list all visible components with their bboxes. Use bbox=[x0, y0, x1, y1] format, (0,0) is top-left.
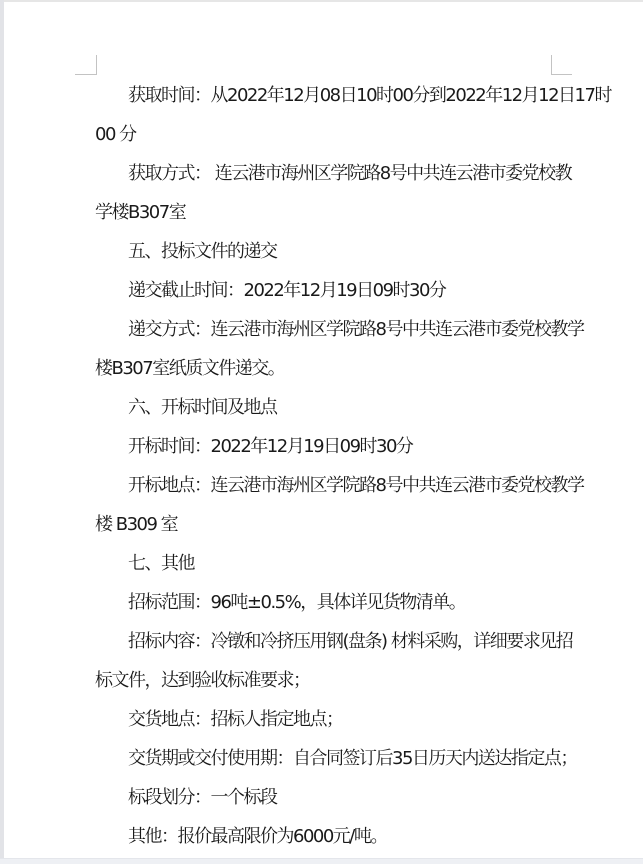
margin-crop-mark-top-left bbox=[75, 55, 97, 75]
text-line: 获取时间：从2022年12月08日10时00分到2022年12月12日17时 bbox=[128, 85, 611, 106]
text-line: 递交方式：连云港市海州区学院路8号中共连云港市委党校教学 bbox=[128, 319, 584, 340]
page-top-boundary bbox=[4, 0, 643, 2]
text-line: 开标时间：2022年12月19日09时30分 bbox=[128, 436, 413, 457]
document-body bbox=[95, 76, 611, 856]
text-line: 学楼B307室 bbox=[95, 202, 186, 223]
text-line: 楼 B309 室 bbox=[95, 514, 178, 535]
text-line: 五、投标文件的递交 bbox=[128, 241, 277, 262]
text-line: 六、开标时间及地点 bbox=[128, 397, 277, 418]
text-line: 交货期或交付使用期：自合同签订后35日历天内送达指定点； bbox=[128, 748, 577, 769]
text-line: 招标范围：96吨±0.5%，具体详见货物清单。 bbox=[128, 592, 466, 613]
text-line: 开标地点：连云港市海州区学院路8号中共连云港市委党校教学 bbox=[128, 475, 584, 496]
text-line: 交货地点：招标人指定地点； bbox=[128, 709, 343, 730]
text-line: 00 分 bbox=[95, 124, 136, 145]
text-line: 标段划分：一个标段 bbox=[128, 787, 277, 808]
text-line: 获取方式： 连云港市海州区学院路8号中共连云港市委党校教 bbox=[128, 163, 572, 184]
text-line: 标文件，达到验收标准要求； bbox=[95, 670, 310, 691]
text-line: 七、其他 bbox=[128, 553, 194, 574]
text-line: 递交截止时间：2022年12月19日09时30分 bbox=[128, 280, 446, 301]
text-line: 楼B307室纸质文件递交。 bbox=[95, 358, 285, 379]
margin-crop-mark-top-right bbox=[551, 55, 572, 75]
window-left-edge bbox=[0, 0, 4, 864]
window-bottom-edge bbox=[0, 858, 643, 864]
text-line: 其他：报价最高限价为6000元/吨。 bbox=[128, 826, 387, 847]
text-line: 招标内容：冷镦和冷挤压用钢(盘条) 材料采购，详细要求见招 bbox=[128, 631, 573, 652]
